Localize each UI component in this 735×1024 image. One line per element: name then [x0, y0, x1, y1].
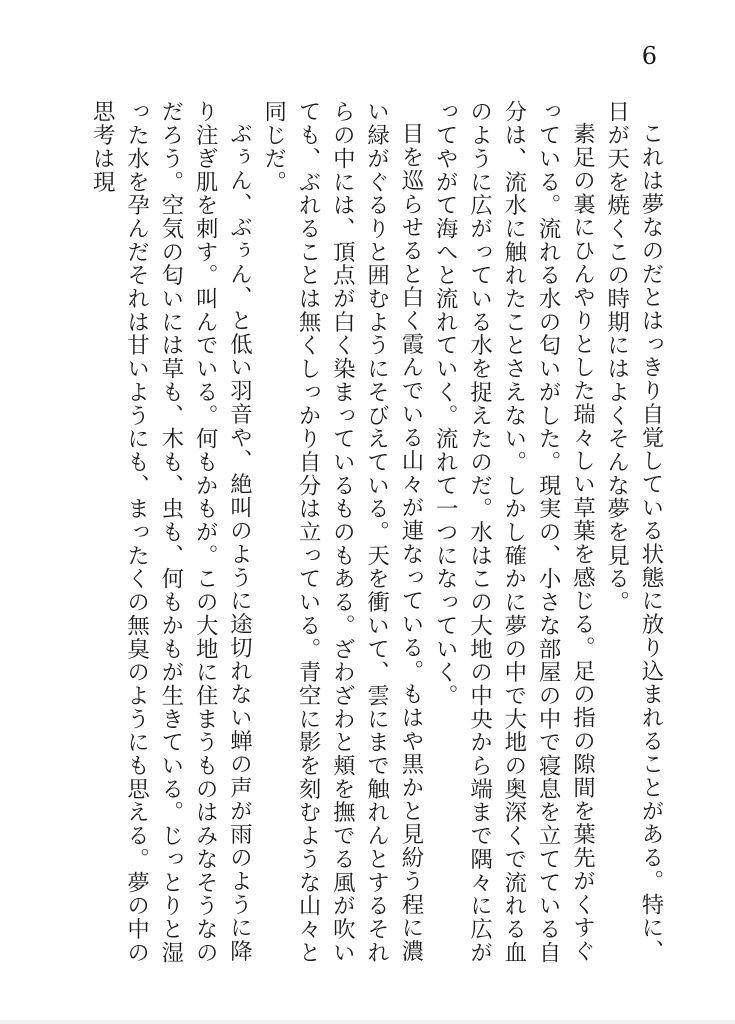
paragraph-4: ぶぅん、ぶぅん、と低い羽音や、絶叫のように途切れない蝉の声が雨のように降り注ぎ肌を刺す。叫んでいる。何もかもが。この大地に住まうものはみなそうなのだろう。空気の匂いには草も、木も、虫も、何もかもが生きている。じっとりと湿った水を孕んだそれは甘いようにも、まったくの無臭のようにも思える。夢の中の思考は現	[89, 100, 253, 964]
paragraph-1: これは夢なのだとはっきり自覚している状態に放り込まれることがある。特に、日が天を焼くこの時期にはよくそんな夢を見る。	[603, 100, 664, 963]
bottom-divider	[0, 1020, 735, 1024]
page-number: 6	[641, 42, 657, 70]
paragraph-3: 目を巡らせると白く霞んでいる山々が連なっている。もはや黒かと見紛う程に濃い緑がぐるりと囲むようにそびえている。天を衝いて、雲にまで触れんとするそれらの中には、頂点が白く染まっているものもある。ざわざわと頬を撫でる風が吹いても、ぶれることは無くしっかり自分は立っている。青空に影を刻むような山々と同じだ。	[260, 100, 424, 964]
paragraph-2: 素足の裏にひんやりとした瑞々しい草葉を感じる。足の指の隙間を葉先がくすぐっている。流れる水の匂いがした。現実の、小さな部屋の中で寝息を立てている自分は、流水に触れたことさえない。しかし確かに夢の中で大地の奥深くで流れる血のように広がっている水を捉えたのだ。水はこの大地の中央から端まで隅々に広がってやがて海へと流れていく。流れて一つになっていく。	[432, 100, 596, 964]
vertical-text-block	[0, 100, 668, 980]
